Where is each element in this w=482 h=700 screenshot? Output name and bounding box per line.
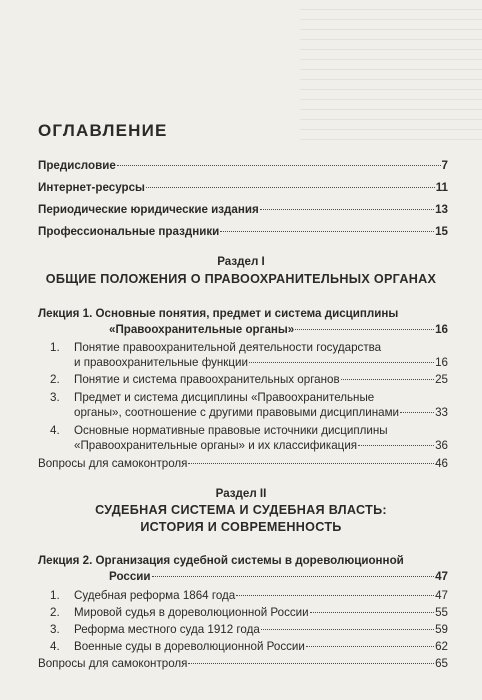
toc-entry-2-3[interactable] xyxy=(74,623,448,637)
leader-dots xyxy=(400,412,434,413)
toc-entry-page: 16 xyxy=(435,356,448,369)
toc-entry-page: 15 xyxy=(435,225,448,238)
toc-entry-page: 65 xyxy=(435,657,448,670)
toc-entry-page: 33 xyxy=(435,406,448,419)
lecture-1-title: Лекция 1. Основные понятия, предмет и система дисциплины xyxy=(38,307,399,320)
toc-entry-questions-2[interactable] xyxy=(38,657,448,671)
toc-entry-label: Военные суды в дореволюционной России xyxy=(74,640,305,653)
toc-entry-2-4[interactable] xyxy=(74,640,448,654)
item-number: 2. xyxy=(50,373,60,386)
item-number: 2. xyxy=(50,606,60,619)
item-number: 3. xyxy=(50,391,60,404)
toc-entry-page: 47 xyxy=(435,589,448,602)
toc-entry-label: Вопросы для самоконтроля xyxy=(38,657,188,670)
item-number: 4. xyxy=(50,424,60,437)
toc-entry-1-4[interactable] xyxy=(74,439,448,453)
leader-dots xyxy=(295,329,434,330)
leader-dots xyxy=(341,379,434,380)
toc-entry-page: 36 xyxy=(435,439,448,452)
toc-entry-page: 59 xyxy=(435,623,448,636)
section-1-heading: Раздел I xyxy=(217,255,265,268)
toc-entry-label: «Правоохранительные органы» xyxy=(109,323,295,336)
leader-dots xyxy=(146,187,435,188)
toc-entry-label: Вопросы для самоконтроля xyxy=(38,457,188,470)
leader-dots xyxy=(117,165,441,166)
toc-entry-page: 7 xyxy=(441,159,448,172)
leader-dots xyxy=(188,463,434,464)
toc-entry-preface[interactable] xyxy=(38,159,448,173)
toc-entry-page: 25 xyxy=(435,373,448,386)
section-2-title-line-2: ИСТОРИЯ И СОВРЕМЕННОСТЬ xyxy=(140,520,342,534)
toc-entry-label: органы», соотношение с другими правовыми дисциплинами xyxy=(74,406,400,419)
toc-entry-1-2[interactable] xyxy=(74,373,448,387)
toc-entry-1-1[interactable] xyxy=(74,356,448,370)
toc-entry-label: Мировой судья в дореволюционной России xyxy=(74,606,309,619)
section-2-heading: Раздел II xyxy=(215,487,267,500)
section-2-title-line-1: СУДЕБНАЯ СИСТЕМА И СУДЕБНАЯ ВЛАСТЬ: xyxy=(95,503,387,517)
toc-entry-label: Предисловие xyxy=(38,159,116,172)
lecture-1-entry[interactable] xyxy=(109,323,448,337)
leader-dots xyxy=(152,576,435,577)
item-text: Понятие правоохранительной деятельности государства xyxy=(74,341,382,354)
leader-dots xyxy=(306,646,434,647)
section-1-title: ОБЩИЕ ПОЛОЖЕНИЯ О ПРАВООХРАНИТЕЛЬНЫХ ОРГАНАХ xyxy=(45,272,437,286)
leader-dots xyxy=(236,595,434,596)
toc-entry-1-3[interactable] xyxy=(74,406,448,420)
toc-entry-page: 16 xyxy=(435,323,448,336)
toc-entry-label: Профессиональные праздники xyxy=(38,225,220,238)
item-text: Основные нормативные правовые источники дисциплины xyxy=(74,424,388,437)
page-title: ОГЛАВЛЕНИЕ xyxy=(38,121,168,140)
toc-entry-internet[interactable] xyxy=(38,181,448,195)
toc-entry-page: 13 xyxy=(435,203,448,216)
toc-entry-periodicals[interactable] xyxy=(38,203,448,217)
toc-entry-2-1[interactable] xyxy=(74,589,448,603)
toc-entry-label: и правоохранительные функции xyxy=(74,356,248,369)
item-number: 4. xyxy=(50,640,60,653)
toc-entry-label: Понятие и система правоохранительных органов xyxy=(74,373,340,386)
toc-entry-label: Интернет-ресурсы xyxy=(38,181,145,194)
lecture-2-entry[interactable] xyxy=(109,570,448,584)
toc-entry-page: 62 xyxy=(435,640,448,653)
toc-entry-label: «Правоохранительные органы» и их классификация xyxy=(74,439,358,452)
toc-entry-page: 47 xyxy=(435,570,448,583)
toc-entry-2-2[interactable] xyxy=(74,606,448,620)
leader-dots xyxy=(220,231,434,232)
toc-entry-holidays[interactable] xyxy=(38,225,448,239)
item-text: Предмет и система дисциплины «Правоохранительные xyxy=(74,391,375,404)
toc-entry-label: Периодические юридические издания xyxy=(38,203,259,216)
leader-dots xyxy=(261,629,434,630)
toc-entry-label: Судебная реформа 1864 года xyxy=(74,589,236,602)
leader-dots xyxy=(188,663,434,664)
leader-dots xyxy=(310,612,434,613)
toc-entry-page: 46 xyxy=(435,457,448,470)
lecture-2-title: Лекция 2. Организация судебной системы в дореволюционной xyxy=(38,554,404,567)
item-number: 3. xyxy=(50,623,60,636)
leader-dots xyxy=(249,362,434,363)
toc-entry-questions-1[interactable] xyxy=(38,457,448,471)
toc-entry-page: 55 xyxy=(435,606,448,619)
toc-entry-page: 11 xyxy=(435,181,448,194)
toc-entry-label: России xyxy=(109,570,151,583)
leader-dots xyxy=(260,209,434,210)
leader-dots xyxy=(358,445,434,446)
item-number: 1. xyxy=(50,341,60,354)
item-number: 1. xyxy=(50,589,60,602)
toc-entry-label: Реформа местного суда 1912 года xyxy=(74,623,260,636)
